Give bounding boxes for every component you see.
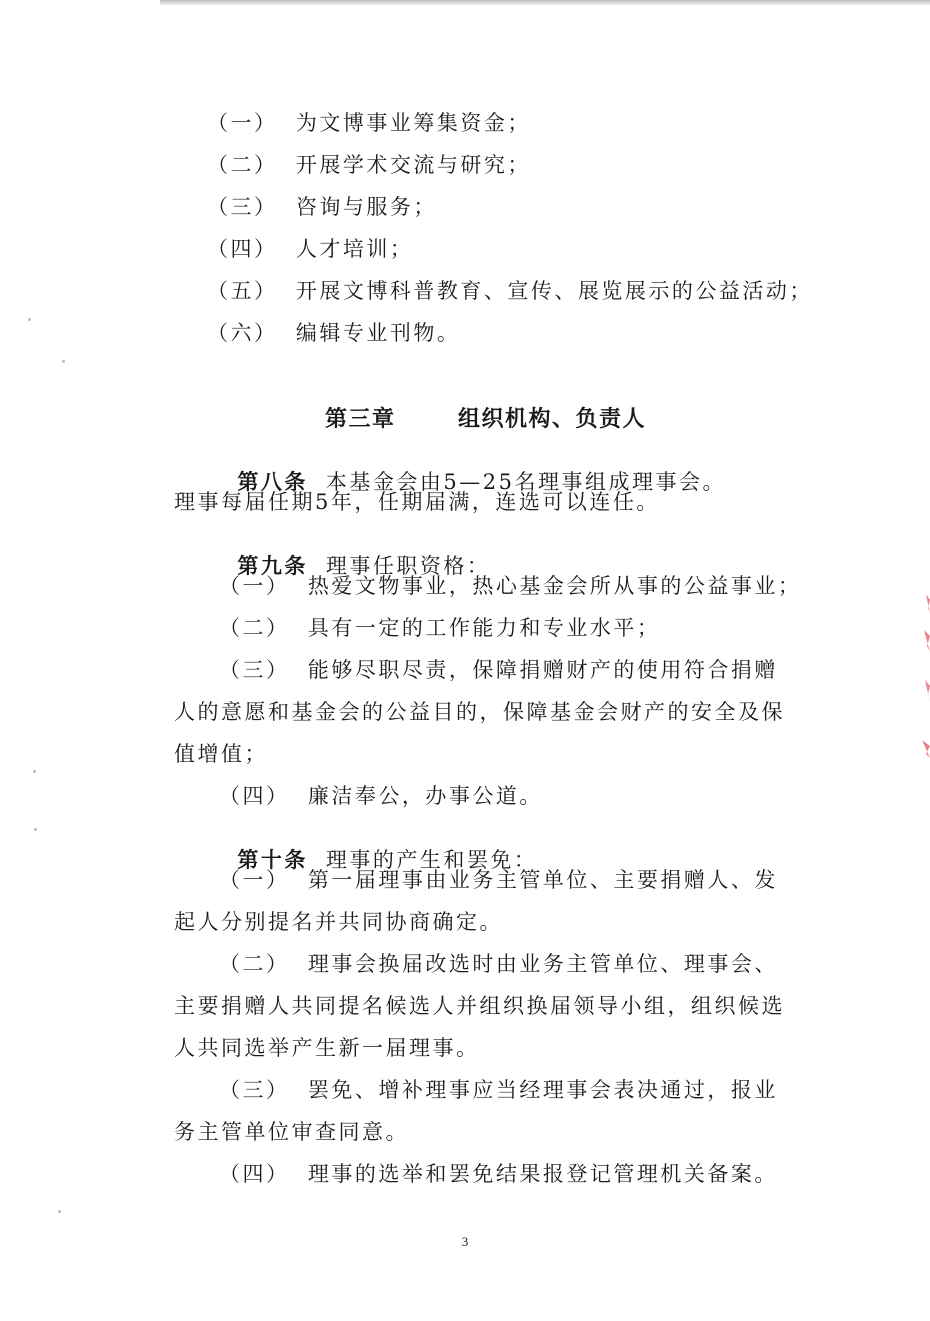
article-10-line: 人共同选举产生新一届理事。	[174, 1036, 480, 1060]
article-10-line: （四） 理事的选举和罢免结果报登记管理机关备案。	[219, 1162, 778, 1186]
scan-shadow-edge	[160, 0, 930, 6]
article-8-text: 本基金会由5—25名理事组成理事会。	[325, 470, 726, 494]
article-9-item: （二） 具有一定的工作能力和专业水平；	[219, 616, 661, 640]
seal-edge-mark	[916, 590, 930, 760]
activity-item-4: （四） 人才培训；	[207, 237, 414, 261]
scan-speck	[58, 1210, 61, 1213]
activity-item-2: （二） 开展学术交流与研究；	[207, 153, 531, 177]
activity-item-5: （五） 开展文博科普教育、宣传、展览展示的公益活动；	[207, 279, 813, 303]
article-10-line: （三） 罢免、增补理事应当经理事会表决通过，报业	[219, 1078, 778, 1102]
article-9-item: （三） 能够尽职尽责，保障捐赠财产的使用符合捐赠	[219, 658, 778, 682]
article-9-item: （四） 廉洁奉公，办事公道。	[219, 784, 543, 808]
article-10-label: 第十条	[237, 847, 308, 872]
article-10-line: 务主管单位审查同意。	[174, 1120, 409, 1144]
chapter-number: 第三章	[325, 406, 396, 432]
activity-item-1: （一） 为文博事业筹集资金；	[207, 111, 531, 135]
article-8-label: 第八条	[237, 469, 308, 494]
article-9-item-continued: 人的意愿和基金会的公益目的，保障基金会财产的安全及保	[174, 700, 785, 724]
article-10	[219, 828, 537, 871]
scan-speck	[28, 318, 31, 321]
article-10-line: （一） 第一届理事由业务主管单位、主要捐赠人、发	[219, 868, 778, 892]
activity-item-3: （三） 咨询与服务；	[207, 195, 437, 219]
page-number: 3	[461, 1234, 469, 1249]
article-9-item: （一） 热爱文物事业，热心基金会所从事的公益事业；	[219, 574, 802, 598]
article-10-line: 主要捐赠人共同提名候选人并组织换届领导小组，组织候选	[174, 994, 785, 1018]
scan-speck	[33, 770, 36, 773]
article-10-text: 理事的产生和罢免：	[325, 848, 538, 872]
activity-item-6: （六） 编辑专业刊物。	[207, 321, 461, 345]
article-9	[219, 534, 490, 577]
article-8-line-2: 理事每届任期5年，任期届满，连选可以连任。	[174, 490, 660, 514]
chapter-title: 组织机构、负责人	[458, 406, 647, 432]
article-10-line: 起人分别提名并共同协商确定。	[174, 910, 503, 934]
article-9-text: 理事任职资格：	[325, 554, 491, 578]
scan-speck	[62, 360, 65, 363]
article-9-item-continued: 值增值；	[174, 742, 268, 766]
article-9-label: 第九条	[237, 553, 308, 578]
article-10-line: （二） 理事会换届改选时由业务主管单位、理事会、	[219, 952, 778, 976]
article-8	[219, 450, 726, 493]
scan-speck	[34, 828, 37, 831]
